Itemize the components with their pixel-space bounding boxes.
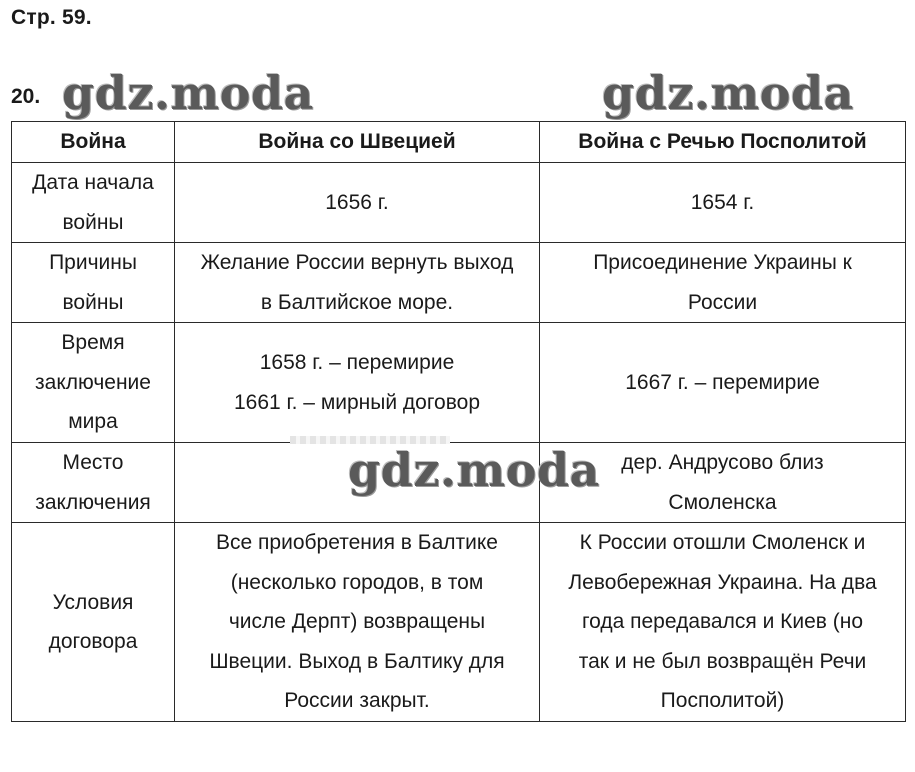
cell-line: Место — [62, 451, 124, 474]
cell-line: Желание России вернуть выход — [200, 251, 514, 274]
task-number: 20. — [11, 85, 41, 108]
watermark-smudge — [290, 436, 450, 444]
cell-line: Левобережная Украина. На два — [568, 570, 877, 594]
table-row — [12, 443, 906, 523]
table-row — [12, 523, 906, 722]
row-label-peace-place — [12, 443, 175, 523]
cell-sweden-treaty-terms — [175, 523, 540, 722]
cell-poland-treaty-terms — [540, 523, 906, 722]
cell-line: так и не был возвращён Речи — [578, 649, 867, 673]
cell-line: Причины — [49, 251, 137, 274]
cell-poland-peace-time — [540, 323, 906, 443]
cell-sweden-peace-place — [175, 443, 540, 523]
watermark-logo: gdz.moda — [348, 443, 600, 497]
cell-line: Смоленска — [668, 490, 777, 514]
cell-line: (несколько городов, в том — [230, 570, 484, 594]
cell-line: Присоединение Украины к — [593, 251, 852, 274]
watermark-logo: gdz.moda — [62, 66, 314, 120]
row-label-start-date — [12, 163, 175, 243]
cell-line: Все приобретения в Балтике — [216, 531, 498, 555]
row-label-peace-time — [12, 323, 175, 443]
cell-poland-peace-place — [540, 443, 906, 523]
cell-line: заключения — [35, 490, 151, 514]
cell-line: 1654 г. — [690, 190, 755, 214]
row-label-causes — [12, 243, 175, 323]
cell-line: в Балтийское море. — [260, 290, 454, 314]
cell-line: мира — [68, 410, 118, 434]
cell-sweden-start-date — [175, 163, 540, 243]
cell-line: 1656 г. — [325, 190, 389, 214]
header-war-with-poland: Война с Речью Посполитой — [540, 122, 906, 163]
cell-line: Условия — [52, 590, 134, 614]
cell-line: 1667 г. – перемирие — [625, 370, 820, 394]
cell-line: войны — [62, 210, 124, 234]
table-row — [12, 323, 906, 443]
cell-line: 1661 г. – мирный договор — [233, 390, 481, 414]
cell-line: России — [687, 290, 758, 314]
cell-poland-causes — [540, 243, 906, 323]
table-row — [12, 163, 906, 243]
cell-line: Швеции. Выход в Балтику для — [209, 649, 505, 673]
cell-line: 1658 г. – перемирие — [259, 351, 455, 374]
cell-line: войны — [62, 290, 124, 314]
cell-line: года передавался и Киев (но — [581, 610, 864, 634]
cell-line: России закрыт. — [284, 689, 430, 713]
cell-line: К России отошли Смоленск и — [579, 531, 866, 555]
cell-line: заключение — [35, 370, 151, 394]
table-row — [12, 243, 906, 323]
cell-line: Дата начала — [32, 171, 154, 194]
cell-sweden-peace-time — [175, 323, 540, 443]
cell-line: числе Дерпт) возвращены — [228, 610, 486, 634]
row-label-treaty-terms — [12, 523, 175, 722]
header-war-with-sweden: Война со Швецией — [175, 122, 540, 163]
watermark-logo: gdz.moda — [602, 66, 854, 120]
cell-line: дер. Андрусово близ — [621, 451, 824, 474]
cell-sweden-causes — [175, 243, 540, 323]
table-header-row — [12, 122, 906, 163]
war-comparison-table — [11, 121, 906, 722]
header-war: Война — [12, 122, 175, 163]
cell-line: Время — [61, 331, 125, 355]
cell-line: договора — [48, 630, 138, 653]
cell-line: Посполитой) — [660, 689, 785, 713]
page-reference: Стр. 59. — [11, 6, 92, 29]
cell-poland-start-date — [540, 163, 906, 243]
